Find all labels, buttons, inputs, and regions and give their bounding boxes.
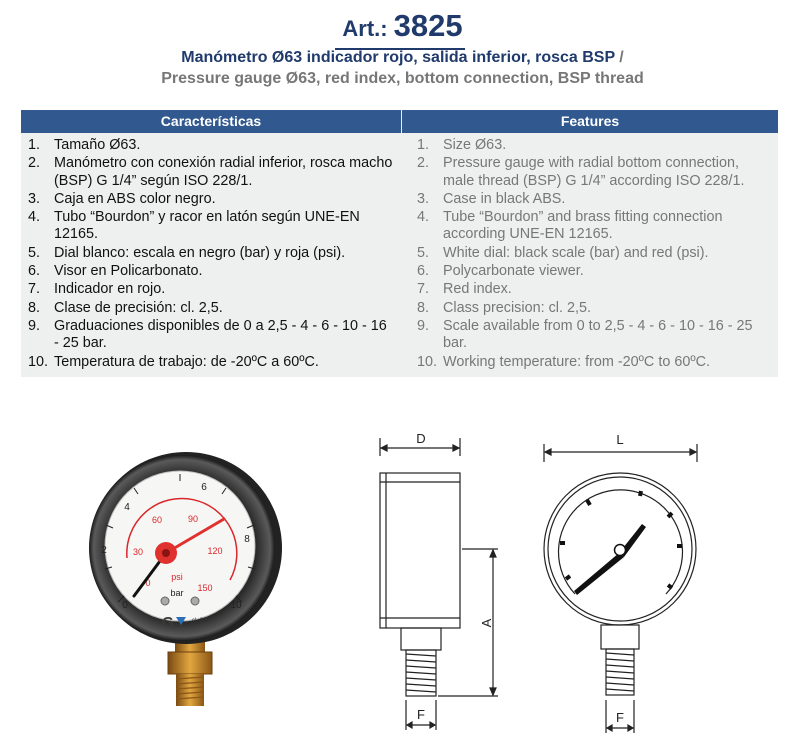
feature-text: Tube “Bourdon” and brass fitting connection according UNE-EN 12165. <box>443 209 723 243</box>
bar-tick-2: 2 <box>101 545 107 556</box>
feature-number: 9. <box>28 317 41 334</box>
side-neck <box>401 628 441 650</box>
brand-logo: G <box>162 614 174 631</box>
feature-text: Tubo “Bourdon” y racor en latón según UNE-EN 12165. <box>54 209 360 243</box>
subtitle-english: Pressure gauge Ø63, red index, bottom connection, BSP thread <box>161 70 644 87</box>
psi-tick-60: 60 <box>151 515 163 525</box>
feature-text: Pressure gauge with radial bottom connection, male thread (BSP) G 1/4” according ISO 228/1. <box>443 155 745 189</box>
sub-brand: OP <box>166 632 174 638</box>
feature-text: Polycarbonate viewer. <box>443 263 584 280</box>
feature-number: 5. <box>417 244 430 261</box>
bar-unit: bar <box>170 588 184 598</box>
front-scale-ticks <box>560 491 682 588</box>
feature-text: Tamaño Ø63. <box>54 137 141 153</box>
psi-tick-0: 0 <box>145 578 151 588</box>
gauge-photo <box>89 452 282 706</box>
feature-text: Dial blanco: escala en negro (bar) y roja (psi). <box>54 244 346 261</box>
side-view-drawing <box>380 438 498 730</box>
feature-number: 8. <box>28 299 41 316</box>
feature-number: 1. <box>417 137 430 153</box>
feature-text: Clase de precisión: cl. 2,5. <box>54 299 223 316</box>
feature-number: 10. <box>417 353 438 370</box>
front-needle-hub-icon <box>615 545 626 556</box>
feature-text: Caja en ABS color negro. <box>54 190 216 207</box>
feature-number: 4. <box>417 209 430 226</box>
side-thread-lines <box>406 654 436 692</box>
feature-number: 10. <box>28 353 49 370</box>
feature-number: 3. <box>28 190 41 207</box>
feature-text: Class precision: cl. 2,5. <box>443 299 591 316</box>
feature-number: 5. <box>28 244 41 261</box>
feature-text: Red index. <box>443 281 512 298</box>
header-features: Features <box>402 110 778 133</box>
feature-number: 7. <box>28 281 41 298</box>
feature-number: 4. <box>28 209 41 226</box>
psi-tick-30: 30 <box>132 547 144 557</box>
feature-text: Working temperature: from -20ºC to 60ºC. <box>443 353 710 370</box>
feature-number: 1. <box>28 137 41 153</box>
feature-number: 8. <box>417 299 430 316</box>
needle-center-icon <box>162 549 170 557</box>
front-neck <box>601 625 639 649</box>
front-thread-lines <box>606 653 634 691</box>
psi-tick-120: 120 <box>207 546 223 556</box>
feature-text: Indicador en rojo. <box>54 281 166 298</box>
feature-text: Temperatura de trabajo: de -20ºC a 60ºC. <box>54 353 319 370</box>
dim-label-f-side: F <box>417 707 425 722</box>
dim-label-l: L <box>616 432 624 447</box>
bar-tick-0: 0 <box>122 600 128 611</box>
bar-tick-8: 8 <box>244 534 250 545</box>
feature-text: Manómetro con conexión radial inferior, rosca macho (BSP) G 1/4” según ISO 228/1. <box>54 155 393 189</box>
feature-text: Visor en Policarbonato. <box>54 263 203 280</box>
psi-tick-150: 150 <box>197 583 213 593</box>
dim-label-a: A <box>479 618 494 628</box>
bar-tick-6: 6 <box>201 482 207 493</box>
feature-number: 2. <box>28 155 41 172</box>
feature-number: 6. <box>417 263 430 280</box>
front-scale-arc <box>559 490 683 594</box>
feature-number: 6. <box>28 263 41 280</box>
dial-screw-right <box>191 597 199 605</box>
feature-number: 2. <box>417 155 430 172</box>
bar-tick-4: 4 <box>124 502 130 513</box>
subtitle-es-text: Manómetro Ø63 indicador rojo, salida inferior, rosca BSP <box>181 49 615 66</box>
feature-text: Graduaciones disponibles de 0 a 2,5 - 4 - 6 - 10 - 16 - 25 bar. <box>54 317 387 352</box>
dial-screw-left <box>161 597 169 605</box>
bar-tick-10: 10 <box>230 600 242 611</box>
feature-text: White dial: black scale (bar) and red (psi). <box>443 244 709 261</box>
article-number: 3825 <box>393 8 463 43</box>
feature-text: Size Ø63. <box>443 137 507 153</box>
article-prefix: Art.: <box>342 16 388 41</box>
front-needle-tail <box>574 553 624 595</box>
feature-number: 9. <box>417 317 430 334</box>
subtitle-separator: / <box>619 49 624 66</box>
dim-label-f-front: F <box>616 710 624 725</box>
front-view-drawing <box>544 444 697 733</box>
accuracy-class: cl. 2,5 <box>191 618 209 624</box>
feature-number: 7. <box>417 281 430 298</box>
header-caracteristicas: Características <box>21 110 401 133</box>
feature-text: Case in black ABS. <box>443 190 566 207</box>
psi-tick-90: 90 <box>187 514 199 524</box>
feature-text: Scale available from 0 to 2,5 - 4 - 6 - 10 - 16 - 25 bar. <box>443 317 753 352</box>
side-body <box>380 473 460 628</box>
psi-unit: psi <box>171 572 183 582</box>
dim-label-d: D <box>416 431 426 446</box>
fitting-hex <box>168 652 212 674</box>
feature-number: 3. <box>417 190 430 207</box>
